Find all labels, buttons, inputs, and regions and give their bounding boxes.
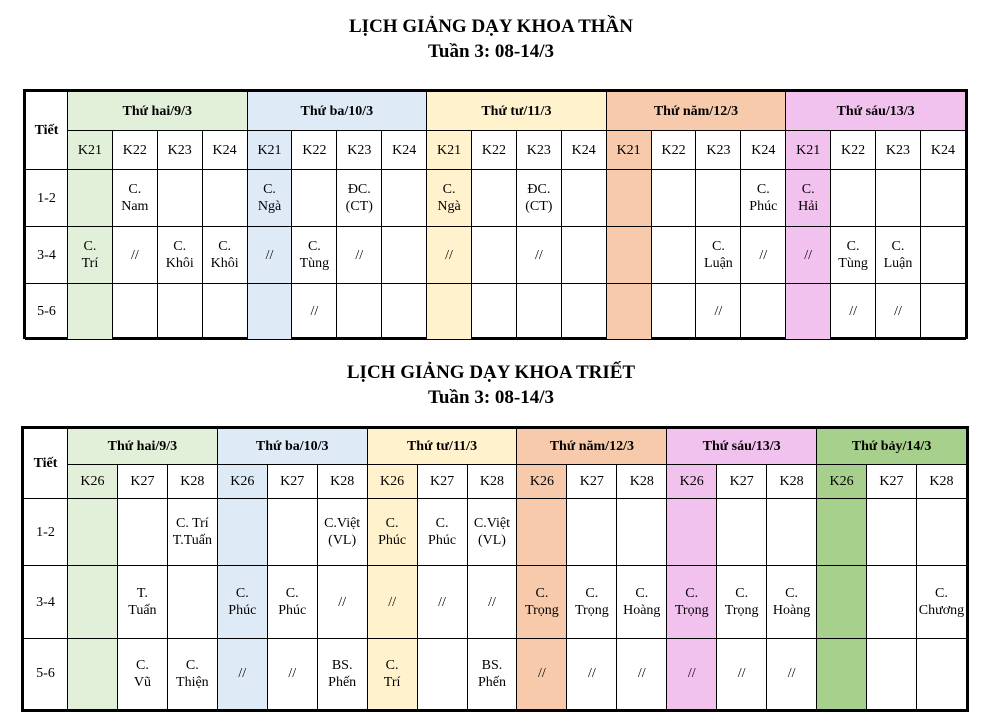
- schedule-cell: //: [267, 638, 317, 709]
- class-header: K24: [920, 131, 965, 170]
- schedule-cell: //: [517, 638, 567, 709]
- period-label: 3-4: [24, 566, 68, 638]
- period-label: 1-2: [26, 170, 68, 227]
- schedule-cell: [247, 284, 292, 340]
- schedule-cell: C. Trọng: [717, 566, 767, 638]
- day-header-row: [24, 429, 967, 465]
- schedule-cell: C. Trọng: [567, 566, 617, 638]
- class-header: K27: [117, 465, 167, 499]
- day-header: Thứ ba/10/3: [217, 429, 367, 465]
- schedule-cell: [916, 499, 966, 566]
- section-subtitle-khoa-than: Tuần 3: 08-14/3: [428, 41, 554, 62]
- day-header: Thứ ba/10/3: [247, 92, 427, 131]
- period-row: [24, 566, 967, 638]
- schedule-cell: [68, 284, 113, 340]
- schedule-cell: C. Thiện: [167, 638, 217, 709]
- class-header: K28: [617, 465, 667, 499]
- day-header: Thứ năm/12/3: [606, 92, 786, 131]
- class-header: K23: [157, 131, 202, 170]
- schedule-cell: [817, 638, 867, 709]
- schedule-cell: [667, 499, 717, 566]
- class-header: K26: [667, 465, 717, 499]
- schedule-cell: C. Hải: [786, 170, 831, 227]
- schedule-cell: [472, 227, 517, 284]
- schedule-cell: [202, 170, 247, 227]
- class-header: K21: [606, 131, 651, 170]
- class-header: K22: [651, 131, 696, 170]
- schedule-cell: C. Khôi: [202, 227, 247, 284]
- class-header: K21: [786, 131, 831, 170]
- schedule-cell: //: [741, 227, 786, 284]
- class-header: K27: [717, 465, 767, 499]
- period-label: 3-4: [26, 227, 68, 284]
- schedule-cell: //: [467, 566, 517, 638]
- class-header: K23: [337, 131, 382, 170]
- class-header: K26: [367, 465, 417, 499]
- class-header: K28: [317, 465, 367, 499]
- section-subtitle-khoa-triet: Tuần 3: 08-14/3: [428, 387, 554, 408]
- schedule-cell: [867, 566, 917, 638]
- schedule-grid: [25, 91, 966, 340]
- schedule-cell: C. Ngà: [427, 170, 472, 227]
- schedule-cell: [696, 170, 741, 227]
- schedule-cell: [68, 170, 113, 227]
- class-header: K24: [741, 131, 786, 170]
- schedule-cell: C. Luận: [696, 227, 741, 284]
- schedule-cell: [561, 170, 606, 227]
- schedule-cell: [167, 566, 217, 638]
- schedule-cell: [382, 227, 427, 284]
- schedule-cell: [741, 284, 786, 340]
- schedule-cell: //: [417, 566, 467, 638]
- schedule-cell: C. Khôi: [157, 227, 202, 284]
- schedule-cell: C. Ngà: [247, 170, 292, 227]
- day-header: Thứ năm/12/3: [517, 429, 667, 465]
- schedule-cell: C. Trọng: [517, 566, 567, 638]
- schedule-cell: [561, 284, 606, 340]
- class-header: K21: [68, 131, 113, 170]
- schedule-cell: [617, 499, 667, 566]
- day-header: Thứ sáu/13/3: [786, 92, 966, 131]
- class-header: K22: [112, 131, 157, 170]
- schedule-cell: [472, 170, 517, 227]
- schedule-cell: C. Nam: [112, 170, 157, 227]
- class-header: K28: [767, 465, 817, 499]
- section-title-khoa-triet: LỊCH GIẢNG DẠY KHOA TRIẾT: [346, 362, 636, 383]
- period-row: [24, 499, 967, 566]
- schedule-cell: [292, 170, 337, 227]
- schedule-cell: [916, 638, 966, 709]
- schedule-cell: [817, 499, 867, 566]
- schedule-cell: //: [367, 566, 417, 638]
- schedule-cell: //: [112, 227, 157, 284]
- class-header: K28: [916, 465, 966, 499]
- schedule-cell: C. Phúc: [417, 499, 467, 566]
- class-header: K26: [68, 465, 118, 499]
- schedule-cell: [157, 170, 202, 227]
- schedule-cell: C. Phúc: [741, 170, 786, 227]
- schedule-cell: //: [767, 638, 817, 709]
- schedule-cell: [867, 638, 917, 709]
- schedule-cell: [606, 284, 651, 340]
- schedule-cell: //: [427, 227, 472, 284]
- section-title-khoa-than: LỊCH GIẢNG DẠY KHOA THẦN: [349, 16, 633, 37]
- schedule-cell: C. Phúc: [367, 499, 417, 566]
- class-header: K27: [567, 465, 617, 499]
- class-header: K26: [217, 465, 267, 499]
- schedule-cell: //: [717, 638, 767, 709]
- schedule-cell: C. Hoàng: [767, 566, 817, 638]
- schedule-cell: [651, 284, 696, 340]
- schedule-cell: [867, 499, 917, 566]
- schedule-cell: //: [696, 284, 741, 340]
- schedule-cell: //: [217, 638, 267, 709]
- schedule-cell: [876, 170, 921, 227]
- class-header: K28: [467, 465, 517, 499]
- class-header: K24: [202, 131, 247, 170]
- class-header: K27: [417, 465, 467, 499]
- schedule-cell: [920, 284, 965, 340]
- schedule-cell: [267, 499, 317, 566]
- schedule-cell: //: [617, 638, 667, 709]
- schedule-cell: [786, 284, 831, 340]
- schedule-cell: //: [567, 638, 617, 709]
- schedule-cell: [567, 499, 617, 566]
- schedule-cell: C. Tùng: [292, 227, 337, 284]
- schedule-cell: [382, 170, 427, 227]
- schedule-cell: //: [786, 227, 831, 284]
- schedule-cell: [202, 284, 247, 340]
- class-header-row: [26, 131, 966, 170]
- schedule-cell: BS. Phến: [317, 638, 367, 709]
- class-header: K26: [517, 465, 567, 499]
- class-header: K21: [427, 131, 472, 170]
- period-row: [26, 284, 966, 340]
- class-header: K26: [817, 465, 867, 499]
- day-header: Thứ tư/11/3: [367, 429, 517, 465]
- schedule-cell: [337, 284, 382, 340]
- period-row: [26, 227, 966, 284]
- schedule-cell: [68, 566, 118, 638]
- period-label: 1-2: [24, 499, 68, 566]
- class-header: K24: [382, 131, 427, 170]
- schedule-cell: C. Luận: [876, 227, 921, 284]
- schedule-cell: [831, 170, 876, 227]
- class-header: K23: [516, 131, 561, 170]
- class-header: K24: [561, 131, 606, 170]
- schedule-cell: C. Phúc: [267, 566, 317, 638]
- class-header: K27: [267, 465, 317, 499]
- period-row: [24, 638, 967, 709]
- day-header: Thứ hai/9/3: [68, 429, 218, 465]
- schedule-cell: [68, 638, 118, 709]
- schedule-cell: //: [337, 227, 382, 284]
- day-header: Thứ hai/9/3: [68, 92, 248, 131]
- day-header: Thứ sáu/13/3: [667, 429, 817, 465]
- schedule-cell: [817, 566, 867, 638]
- class-header: K27: [867, 465, 917, 499]
- schedule-cell: [920, 170, 965, 227]
- schedule-cell: [217, 499, 267, 566]
- schedule-table-khoa-than: [23, 89, 968, 339]
- schedule-cell: ĐC. (CT): [516, 170, 561, 227]
- schedule-cell: [157, 284, 202, 340]
- tiet-header: Tiết: [26, 92, 68, 170]
- period-row: [26, 170, 966, 227]
- schedule-cell: ĐC. (CT): [337, 170, 382, 227]
- schedule-cell: [717, 499, 767, 566]
- schedule-cell: [651, 170, 696, 227]
- schedule-cell: [472, 284, 517, 340]
- period-label: 5-6: [26, 284, 68, 340]
- schedule-cell: //: [876, 284, 921, 340]
- schedule-cell: C. Trí T.Tuấn: [167, 499, 217, 566]
- class-header: K21: [247, 131, 292, 170]
- schedule-cell: [561, 227, 606, 284]
- class-header-row: [24, 465, 967, 499]
- class-header: K28: [167, 465, 217, 499]
- schedule-cell: C. Chương: [916, 566, 966, 638]
- class-header: K22: [831, 131, 876, 170]
- schedule-cell: [920, 227, 965, 284]
- schedule-cell: C. Trí: [367, 638, 417, 709]
- schedule-cell: C.Việt (VL): [317, 499, 367, 566]
- day-header: Thứ bảy/14/3: [817, 429, 967, 465]
- schedule-cell: C. Hoàng: [617, 566, 667, 638]
- schedule-cell: //: [667, 638, 717, 709]
- schedule-cell: //: [317, 566, 367, 638]
- class-header: K23: [876, 131, 921, 170]
- schedule-cell: //: [292, 284, 337, 340]
- schedule-cell: C.Việt (VL): [467, 499, 517, 566]
- schedule-cell: [117, 499, 167, 566]
- schedule-cell: [112, 284, 157, 340]
- schedule-cell: C. Vũ: [117, 638, 167, 709]
- schedule-cell: //: [247, 227, 292, 284]
- schedule-cell: //: [831, 284, 876, 340]
- schedule-cell: BS. Phến: [467, 638, 517, 709]
- schedule-cell: [606, 227, 651, 284]
- schedule-grid: [23, 428, 967, 710]
- class-header: K22: [472, 131, 517, 170]
- day-header: Thứ tư/11/3: [427, 92, 607, 131]
- class-header: K23: [696, 131, 741, 170]
- schedule-cell: [427, 284, 472, 340]
- schedule-cell: //: [516, 227, 561, 284]
- schedule-cell: C. Trọng: [667, 566, 717, 638]
- schedule-cell: [767, 499, 817, 566]
- schedule-table-khoa-triet: [21, 426, 969, 712]
- period-label: 5-6: [24, 638, 68, 709]
- class-header: K22: [292, 131, 337, 170]
- tiet-header: Tiết: [24, 429, 68, 499]
- schedule-cell: [516, 284, 561, 340]
- schedule-cell: C. Phúc: [217, 566, 267, 638]
- schedule-cell: [606, 170, 651, 227]
- schedule-cell: T. Tuấn: [117, 566, 167, 638]
- day-header-row: [26, 92, 966, 131]
- schedule-cell: [651, 227, 696, 284]
- schedule-cell: C. Tùng: [831, 227, 876, 284]
- schedule-cell: [382, 284, 427, 340]
- schedule-cell: [417, 638, 467, 709]
- schedule-cell: C. Trí: [68, 227, 113, 284]
- schedule-cell: [68, 499, 118, 566]
- schedule-cell: [517, 499, 567, 566]
